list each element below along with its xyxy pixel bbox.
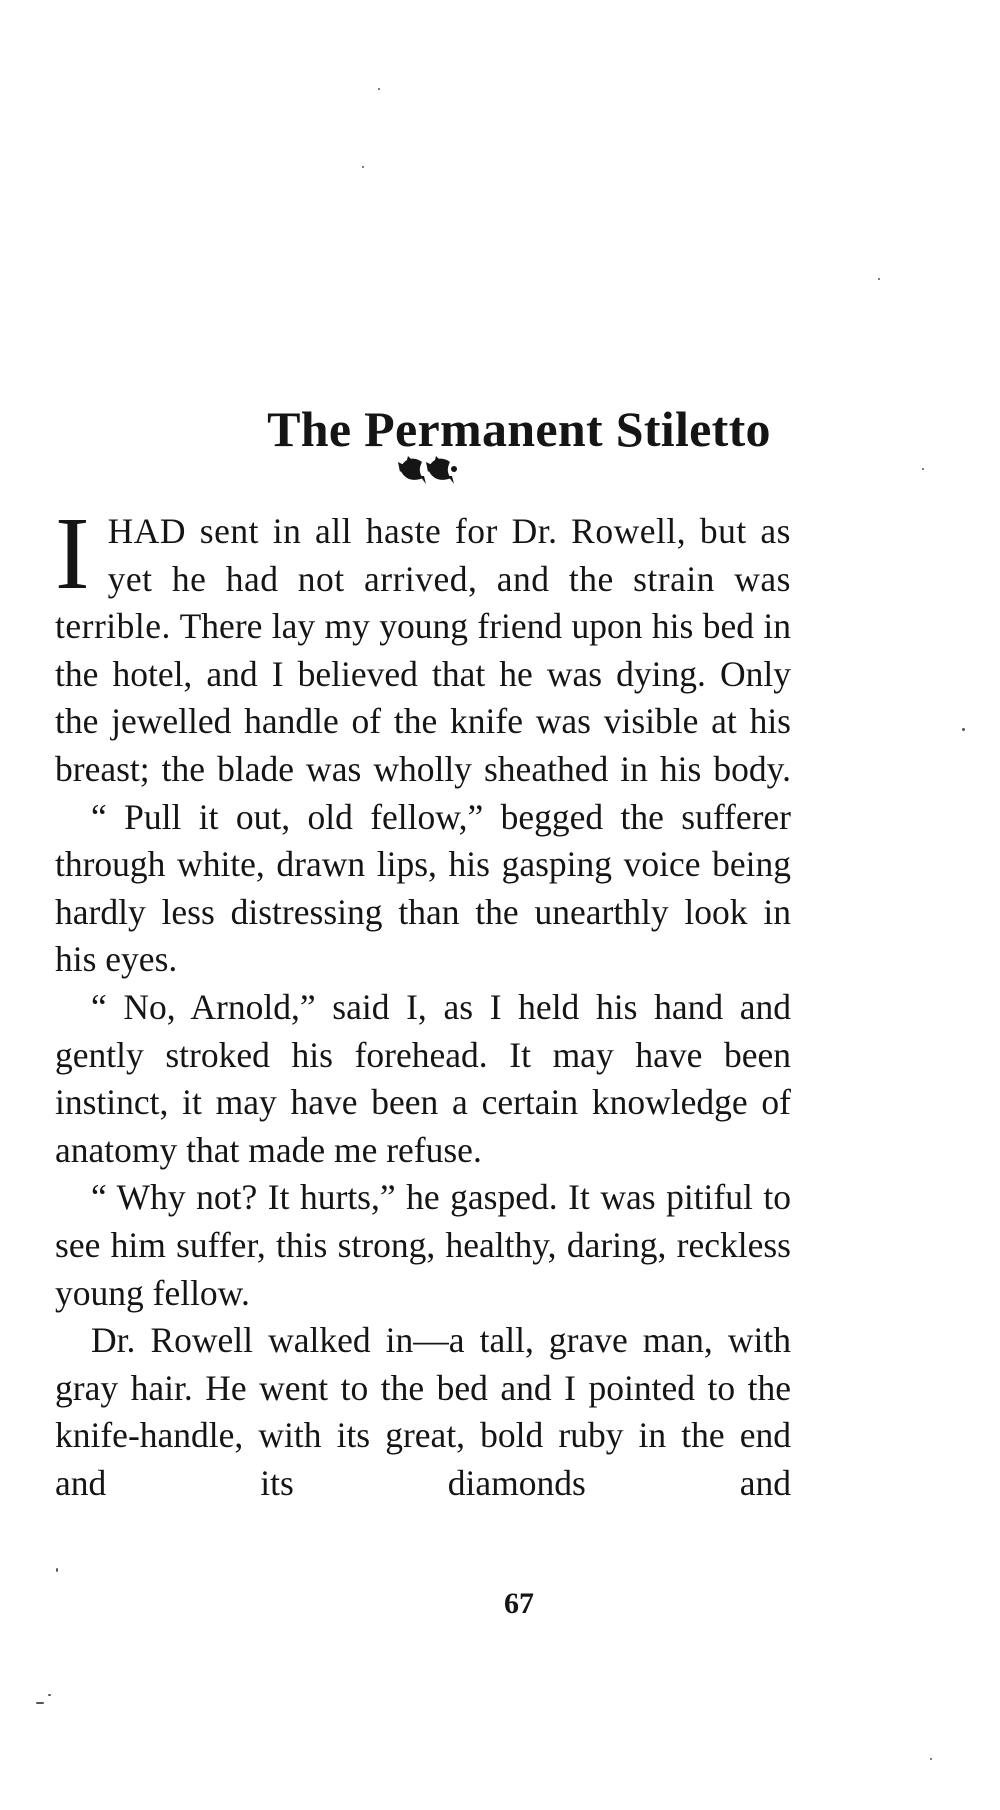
paper-speck [930, 1758, 932, 1760]
drop-cap: I [55, 496, 90, 611]
paragraph-3: “ No, Arnold,” said I, as I held his hand and gently stroked his forehead. It may have been instinct, it may have been a certain knowledge of anatomy that made me refuse. [55, 986, 791, 1170]
paragraph-1-lead: HAD sent in all haste for Dr. Rowell, but as yet he had not arrived, and the strain was terrible. [55, 511, 791, 647]
paper-speck [362, 166, 364, 168]
page-number: 67 [504, 1587, 534, 1620]
paragraph-4: “ Why not? It hurts,” he gasped. It was pitiful to see him suffer, this strong, healthy, daring, reckless young fellow. [55, 1177, 791, 1313]
paper-speck [962, 728, 965, 731]
paragraph-1 [55, 496, 791, 794]
paragraph-5: Dr. Rowell walked in—a tall, grave man, with gray hair. He went to the bed and I pointed to the knife-handle, with its great, bold ruby in the end and its diamonds and [55, 1320, 791, 1503]
paper-speck [48, 1694, 51, 1696]
chapter-title: The Permanent Stiletto [267, 400, 771, 457]
paragraph-1-rest: There lay my young friend upon his bed in the hotel, and I believed that he was dying. Only the jewelled handle of the knife was visible at his breast; the blade was wholly sheathed in his body. [55, 606, 791, 789]
paper-speck [378, 88, 380, 90]
body-text [55, 496, 791, 1507]
paper-speck [56, 1568, 58, 1572]
paper-speck [922, 468, 924, 470]
paper-speck [878, 278, 880, 280]
paragraph-2: “ Pull it out, old fellow,” begged the sufferer through white, drawn lips, his gasping voice being hardly less distressing than the unearthly look in his eyes. [55, 796, 791, 980]
paper-speck [36, 1702, 44, 1704]
fleuron-ornament-icon [396, 452, 458, 486]
